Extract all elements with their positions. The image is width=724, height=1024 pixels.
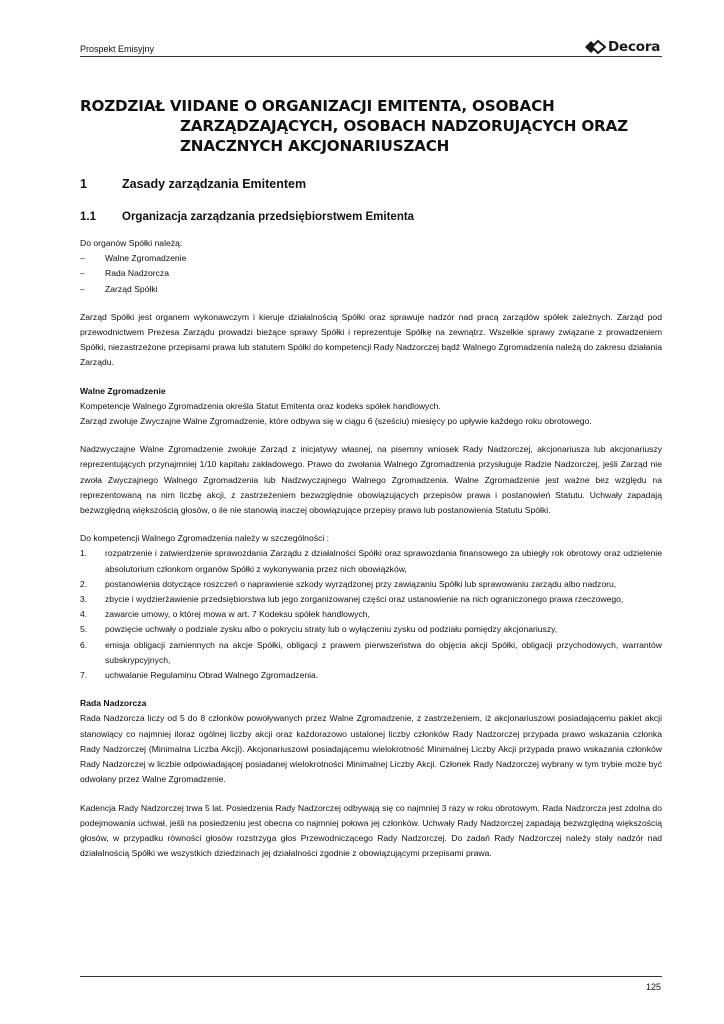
paragraph: Nadzwyczajne Walne Zgromadzenie zwołuje Zarząd z inicjatywy własnej, na pisemny wniosek Rady Nadzorczej, akcjonariusza lub akcjonariuszy reprezentujących przynajmniej 1/10 kapitału zakładowego. Prawo do zwołania Walnego Zgromadzenia przysługuje Radzie Nadzorczej, jeśli Zarząd nie zwoła Zwyczajnego Walnego Zgromadzenia lub Nadzwyczajnego Walnego Zgromadzenia. Walne Zgromadzenie jest ważne bez względu na reprezentowaną na nim liczbę akcji, z zastrzeżeniem bezwzględnie obowiązujących przepisów prawa i postanowień Statutu. Uchwały zapadają bezwzględną większością głosów, o ile nie stanowią inaczej obowiązujące przepisy prawa lub postanowienia Statutu Spółki. (80, 444, 662, 516)
list-item: – Rada Nadzorcza (80, 266, 662, 281)
decora-logo-icon (584, 39, 606, 55)
paragraph: Kompetencje Walnego Zgromadzenia określa Statut Emitenta oraz kodeks spółek handlowych. (80, 400, 441, 411)
section-heading-1 (80, 177, 306, 191)
paragraph: Zarząd Spółki jest organem wykonawczym i kieruje działalnością Spółki oraz sprawuje nadzór nad pracą zarządów spółek zależnych. Zarząd pod przewodnictwem Prezesa Zarządu prowadzi bieżące sprawy Spółki i reprezentuje Spółkę na zewnątrz. Wszelkie sprawy związane z prowadzeniem Spółki, niezastrzeżone przepisami prawa lub statutem Spółki do kompetencji Rady Nadzorczej bądź Walnego Zgromadzenia należą do zakresu działania Zarządu. (80, 311, 662, 368)
subheading-walne-zgromadzenie: Walne Zgromadzenie (80, 385, 166, 396)
competences-list (80, 546, 662, 683)
chapter-title-line-3: ZNACZNYCH AKCJONARIUSZACH (180, 137, 450, 155)
page-number: 125 (645, 982, 661, 992)
subheading-rada-nadzorcza: Rada Nadzorcza (80, 698, 147, 709)
list-item: 5. powzięcie uchwały o podziale zysku albo o pokryciu straty lub o wyłączeniu zysku od podziału pomiędzy akcjonariuszy, (80, 624, 558, 635)
list-item: 1. rozpatrzenie i zatwierdzenie sprawozdania Zarządu z działalności Spółki oraz sprawozdania finansowego za ubiegły rok obrotowy oraz udzielenie absolutorium członkom organów Spółki z wykonywania przez nich obowiązków, (80, 548, 662, 574)
chapter-title-line-2: ZARZĄDZAJĄCYCH, OSOBACH NADZORUJĄCYCH ORAZ (180, 117, 628, 135)
company-logo (584, 39, 660, 55)
organs-list (80, 251, 662, 297)
body-text (80, 236, 662, 861)
section-heading-1-1 (80, 211, 414, 223)
organs-intro: Do organów Spółki należą: (80, 238, 183, 248)
header-rule (80, 56, 662, 57)
footer-rule (80, 976, 662, 977)
header-title: Prospekt Emisyjny (80, 44, 155, 54)
competences-intro: Do kompetencji Walnego Zgromadzenia należy w szczególności : (80, 533, 330, 544)
chapter-title (80, 96, 670, 156)
list-item: 2. postanowienia dotyczące roszczeń o naprawienie szkody wyrządzonej przy zawiązaniu Spółki lub sprawowaniu zarządu albo nadzoru, (80, 578, 617, 589)
paragraph: Zarząd zwołuje Zwyczajne Walne Zgromadzenie, które odbywa się w ciągu 6 (sześciu) miesięcy po upływie każdego roku obrotowego. (80, 416, 592, 427)
list-item: 7. uchwalanie Regulaminu Obrad Walnego Zgromadzenia. (80, 670, 319, 681)
list-item: 6. emisja obligacji zamiennych na akcje Spółki, obligacji z prawem pierwszeństwa do objęcia akcji Spółki, obligacji przychodowych, warrantów subskrypcyjnych, (80, 639, 662, 665)
section-number: 1 (80, 177, 87, 191)
chapter-title-line-1: ROZDZIAŁ VIIDANE O ORGANIZACJI EMITENTA, OSOBACH (80, 97, 555, 115)
list-item: – Zarząd Spółki (80, 282, 662, 297)
logo-text: Decora (608, 39, 661, 55)
list-item: 4. zawarcie umowy, o której mowa w art. 7 Kodeksu spółek handlowych, (80, 609, 370, 620)
paragraph: Rada Nadzorcza liczy od 5 do 8 członków powoływanych przez Walne Zgromadzenie, z zastrzeżeniem, iż akcjonariuszowi posiadającemu pakiet akcji stanowiący co najmniej iloraz ogólnej liczby akcji oraz każdorazowo ustalonej liczby członków Rady Nadzorczej przypada prawo wskazania członka Rady Nadzorczej (Minimalna Liczba Akcji). Akcjonariuszowi posiadającemu wielokrotność Minimalnej Liczby Akcji przypada prawo wskazania członków Rady Nadzorczej w liczbie odpowiadającej posiadanej wielokrotności Minimalnej Liczby Akcji. Członek Rady Nadzorczej wybrany w tym trybie może być odwołany przez Walne Zgromadzenie. (80, 713, 662, 785)
list-item: 3. zbycie i wydzierżawienie przedsiębiorstwa lub jego zorganizowanej części oraz ustanowienie na nich ograniczonego prawa rzeczowego, (80, 594, 624, 605)
subsection-title: Organizacja zarządzania przedsiębiorstwem Emitenta (122, 211, 415, 223)
section-title: Zasady zarządzania Emitentem (122, 177, 307, 191)
paragraph: Kadencja Rady Nadzorczej trwa 5 lat. Posiedzenia Rady Nadzorczej odbywają się co najmniej 3 razy w roku obrotowym. Rada Nadzorcza jest zdolna do podejmowania uchwał, jeśli na posiedzeniu jest obecna co najmniej połowa jej członków. Uchwały Rady Nadzorczej zapadają bezwzględną większością głosów, w przypadku równości głosów rozstrzyga głos Przewodniczącego Rady Nadzorczej. Do zadań Rady Nadzorczej należy stały nadzór nad działalnością Spółki we wszystkich dziedzinach jej działalności zgodnie z obowiązującymi przepisami prawa. (80, 802, 662, 859)
subsection-number: 1.1 (80, 211, 96, 223)
list-item: – Walne Zgromadzenie (80, 251, 662, 266)
